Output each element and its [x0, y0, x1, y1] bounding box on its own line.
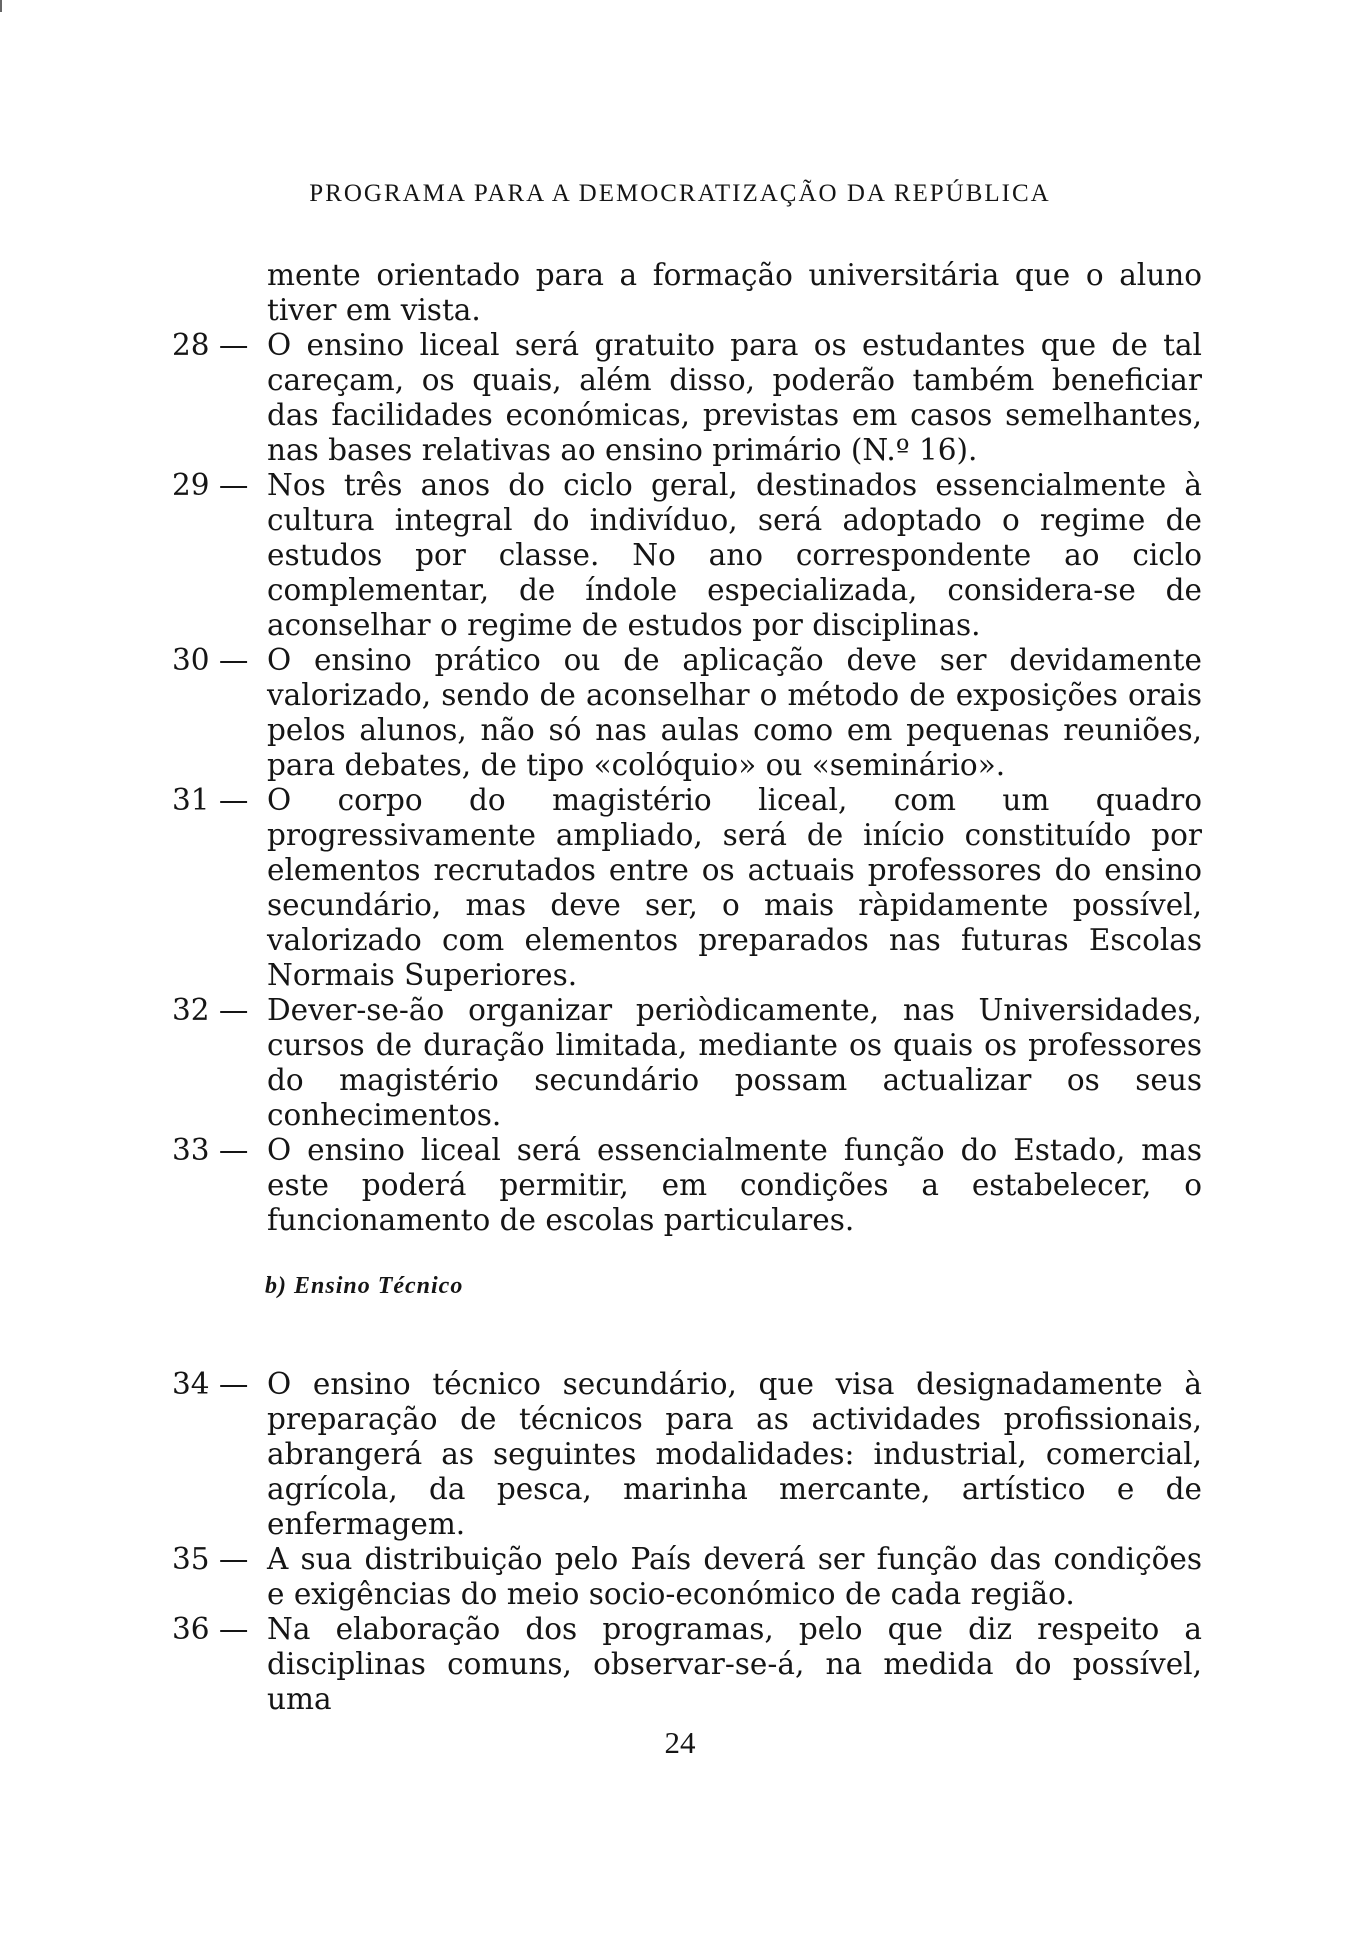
item-text: O corpo do magistério liceal, com um quadro progressivamente ampliado, será de início constituído por elementos recrutados entre os actuais professores do ensino secundário, mas deve ser, o mais ràpidamente possível, valorizado com elementos preparados nas futuras Escolas Normais Superiores. [267, 783, 1202, 992]
body-text-block-a [172, 258, 1202, 1238]
item-number: 31 — [172, 783, 249, 817]
numbered-item-28 [172, 328, 1202, 468]
item-number: 33 — [172, 1133, 249, 1167]
numbered-item-32 [172, 993, 1202, 1133]
numbered-item-30 [172, 643, 1202, 783]
numbered-item-31 [172, 783, 1202, 993]
item-text: Nos três anos do ciclo geral, destinados essencialmente à cultura integral do indivíduo, será adoptado o regime de estudos por classe. No ano correspondente ao ciclo complementar, de índole especializada, considera-se de aconselhar o regime de estudos por disciplinas. [267, 468, 1202, 642]
section-heading: b) Ensino Técnico [265, 1273, 464, 1299]
numbered-item-29 [172, 468, 1202, 643]
numbered-item-36 [172, 1612, 1202, 1717]
continuation-paragraph: mente orientado para a formação universitária que o aluno tiver em vista. [267, 258, 1202, 327]
body-text-block-b [172, 1367, 1202, 1717]
running-head: PROGRAMA PARA A DEMOCRATIZAÇÃO DA REPÚBLICA [309, 180, 1051, 207]
item-text: Na elaboração dos programas, pelo que diz respeito a disciplinas comuns, observar-se-á, na medida do possível, uma [267, 1612, 1202, 1716]
scan-edge-mark [0, 0, 7, 12]
item-number: 35 — [172, 1542, 249, 1576]
page-number: 24 [664, 1725, 696, 1760]
item-text: O ensino liceal será gratuito para os estudantes que de tal careçam, os quais, além disso, poderão também beneficiar das facilidades económicas, previstas em casos semelhantes, nas bases relativas ao ensino primário (N.º 16). [267, 328, 1202, 467]
item-text: O ensino prático ou de aplicação deve ser devidamente valorizado, sendo de aconselhar o método de exposições orais pelos alunos, não só nas aulas como em pequenas reuniões, para debates, de tipo «colóquio» ou «seminário». [267, 643, 1202, 782]
item-number: 36 — [172, 1612, 249, 1646]
numbered-item-34 [172, 1367, 1202, 1542]
item-number: 30 — [172, 643, 249, 677]
item-text: O ensino técnico secundário, que visa designadamente à preparação de técnicos para as actividades profissionais, abrangerá as seguintes modalidades: industrial, comercial, agrícola, da pesca, marinha mercante, artístico e de enfermagem. [267, 1367, 1202, 1541]
item-number: 32 — [172, 993, 249, 1027]
numbered-item-33 [172, 1133, 1202, 1238]
item-number: 34 — [172, 1367, 249, 1401]
item-text: Dever-se-ão organizar periòdicamente, nas Universidades, cursos de duração limitada, mediante os quais os professores do magistério secundário possam actualizar os seus conhecimentos. [267, 993, 1202, 1132]
numbered-item-35 [172, 1542, 1202, 1612]
item-text: O ensino liceal será essencialmente função do Estado, mas este poderá permitir, em condições a estabelecer, o funcionamento de escolas particulares. [267, 1133, 1202, 1237]
item-number: 29 — [172, 468, 249, 502]
item-number: 28 — [172, 328, 249, 362]
item-text: A sua distribuição pelo País deverá ser função das condições e exigências do meio socio-económico de cada região. [267, 1542, 1202, 1611]
